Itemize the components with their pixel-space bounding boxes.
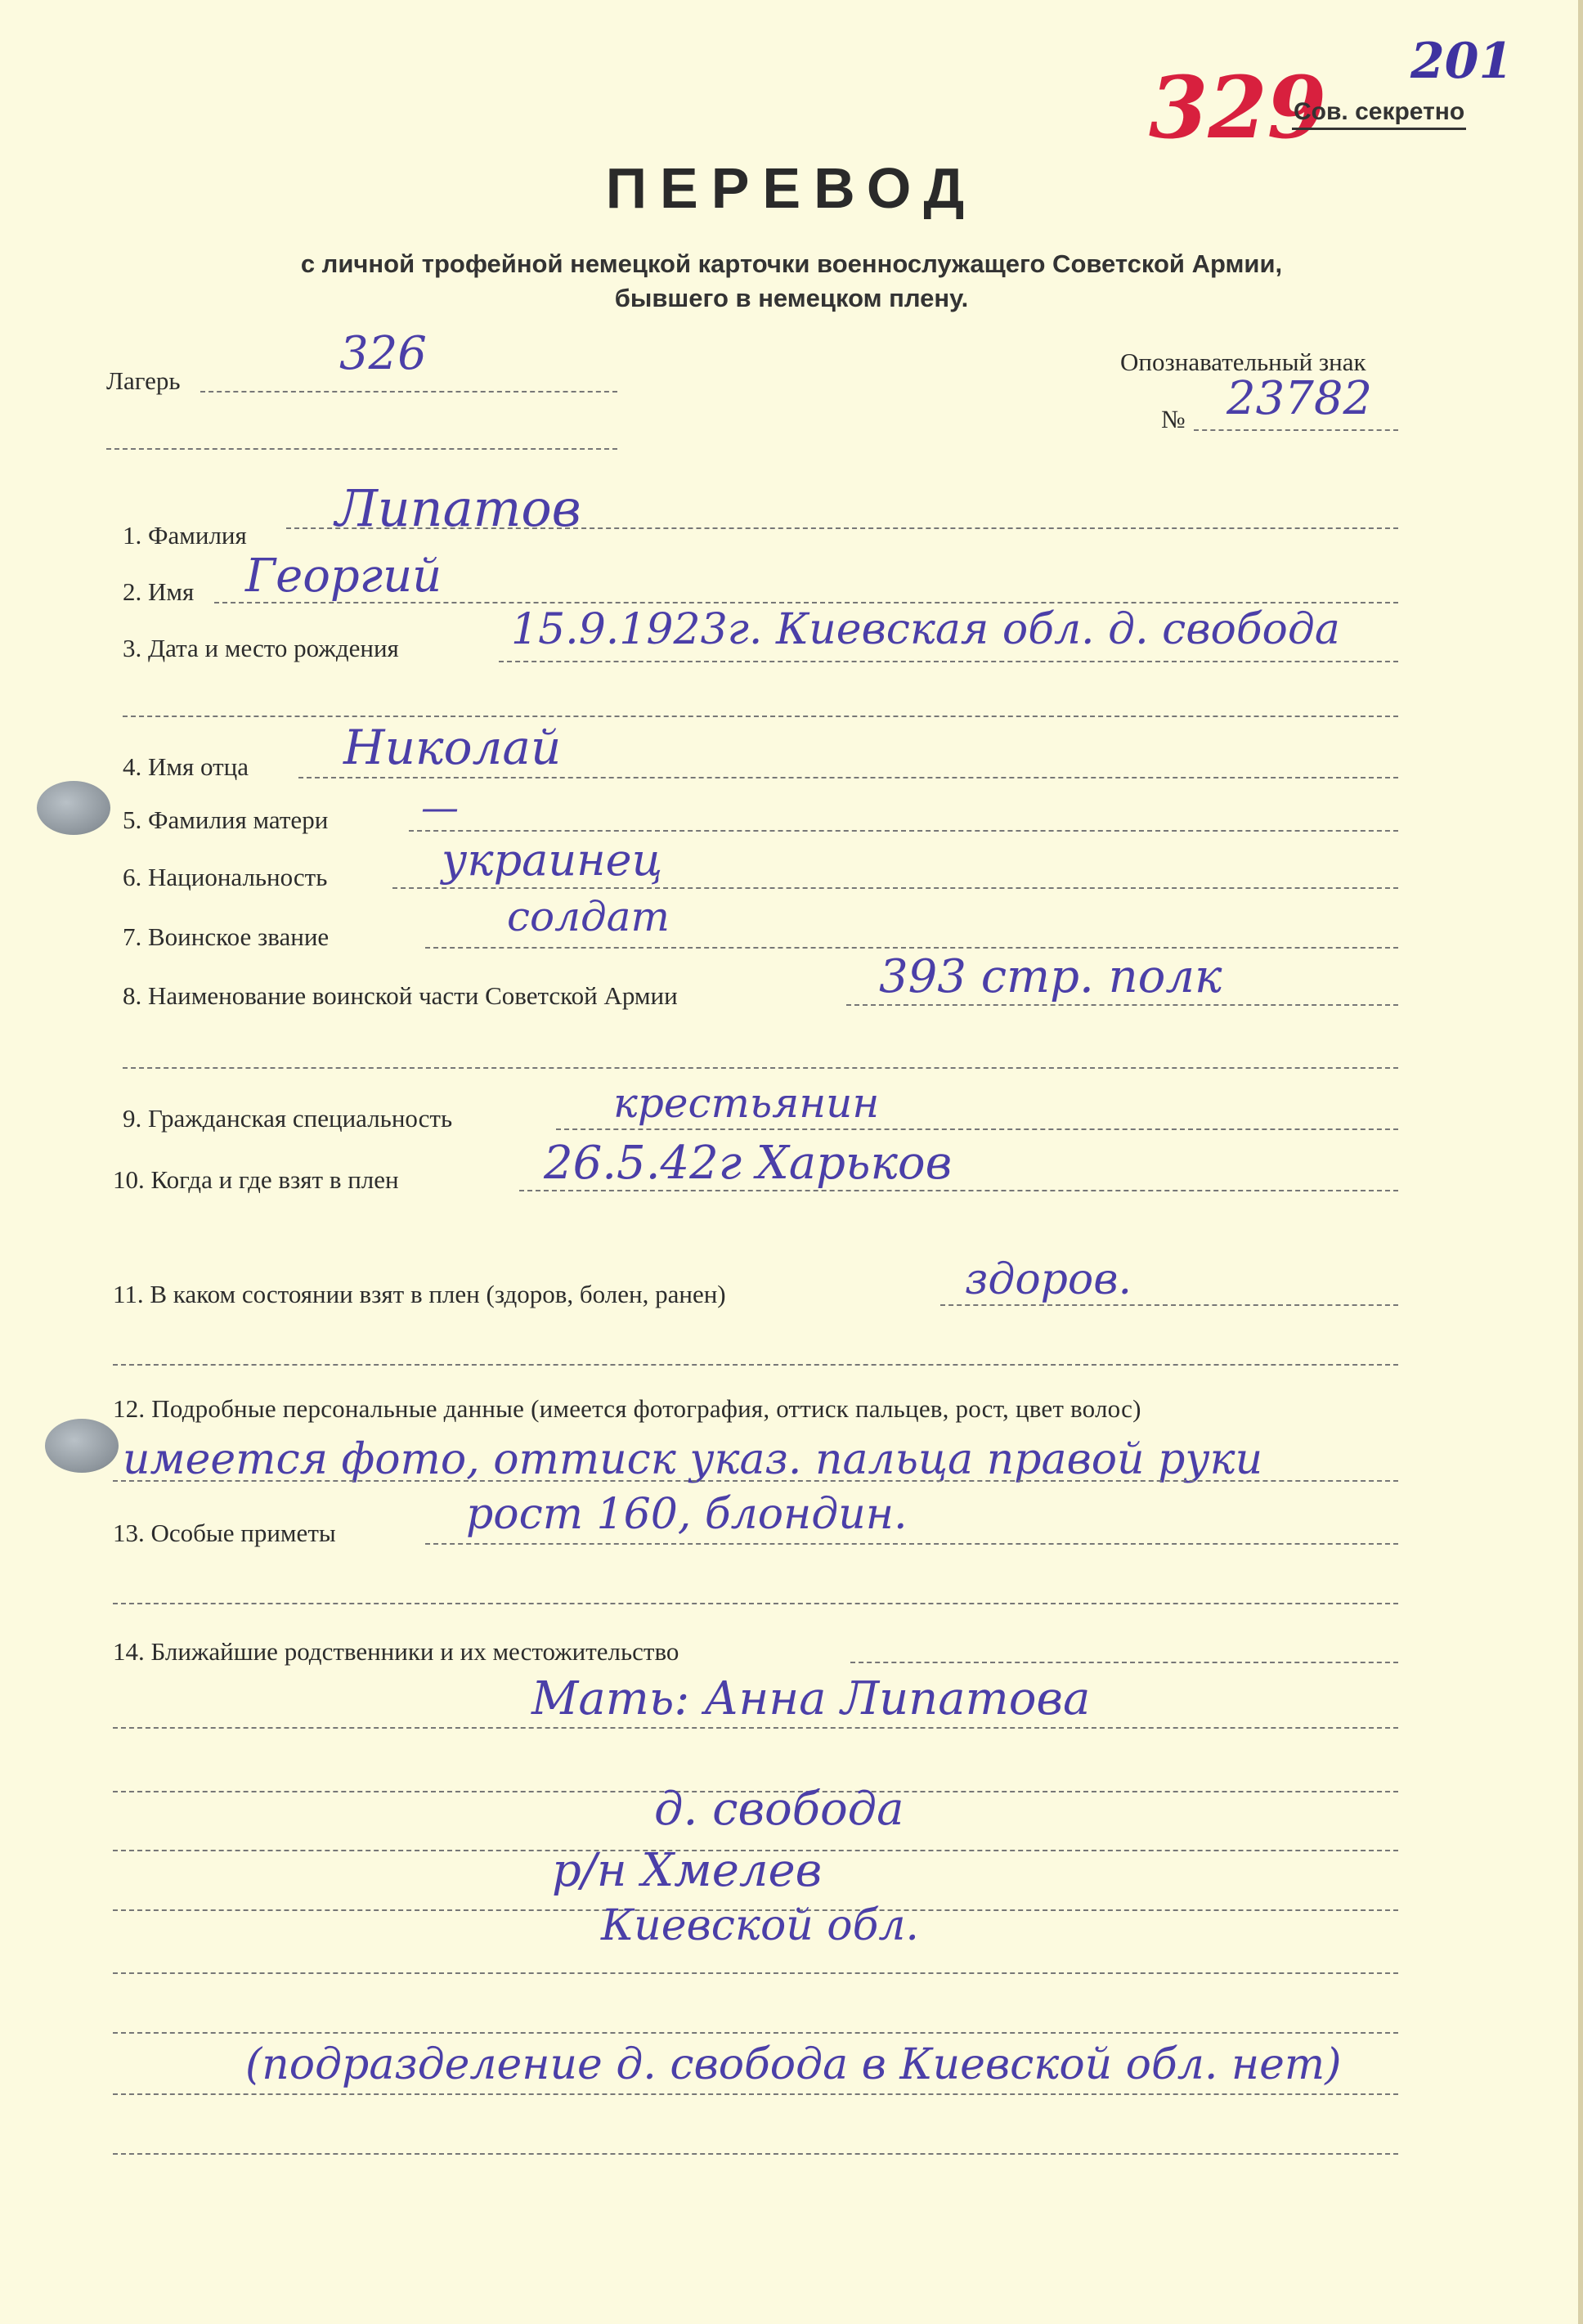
camp-value: 326 [339,327,427,380]
field-9-label: 9. Гражданская специальность [123,1104,453,1133]
field-12-value: имеется фото, оттиск указ. пальца правой руки [123,1435,1263,1484]
field-10-label: 10. Когда и где взят в плен [113,1165,399,1194]
field-6-label: 6. Национальность [123,863,328,891]
relatives-line-4: Киевской обл. [601,1901,919,1950]
camp-label: Лагерь [106,366,181,395]
field-14-label: 14. Ближайшие родственники и их местожительство [113,1637,679,1666]
field-11-value: здоров. [965,1255,1132,1304]
field-7-label: 7. Воинское звание [123,922,330,951]
relatives-note: (подразделение д. свобода в Киевской обл. нет) [245,2040,1342,2089]
field-12-label: 12. Подробные персональные данные (имеется фотография, оттиск пальцев, рост, цвет волос) [113,1394,1141,1423]
subtitle-line-2: бывшего в немецком плену. [614,284,969,312]
secret-label: Сов. секретно [1292,98,1466,130]
field-11-label: 11. В каком состоянии взят в плен (здоров, болен, ранен) [113,1280,726,1308]
relatives-line-2: д. свобода [654,1783,904,1836]
field-4-value: Николай [343,720,562,775]
field-5-label: 5. Фамилия матери [123,805,329,834]
relatives-line-1: Мать: Анна Липатова [531,1672,1091,1725]
field-13-label: 13. Особые приметы [113,1519,336,1547]
field-1-label: 1. Фамилия [123,521,247,550]
page-subtitle [0,247,1583,316]
id-mark-label: Опознавательный знак [1120,348,1366,376]
field-10-value: 26.5.42г Харьков [544,1137,953,1190]
field-3-value: 15.9.1923г. Киевская обл. д. свобода [511,605,1340,654]
field-6-value: украинец [442,834,663,886]
field-13-value: рост 160, блондин. [466,1490,908,1539]
page-title: ПЕРЕВОД [605,156,978,220]
subtitle-line-1: с личной трофейной немецкой карточки военнослужащего Советской Армии, [300,249,1283,278]
punch-hole-bottom [45,1419,119,1473]
id-mark-num-label: № [1161,405,1186,433]
red-number: 329 [1149,57,1327,158]
field-3-label: 3. Дата и место рождения [123,634,399,662]
id-mark-value: 23782 [1226,372,1373,425]
relatives-line-3: р/н Хмелев [552,1844,823,1897]
field-2-label: 2. Имя [123,577,195,606]
field-8-label: 8. Наименование воинской части Советской Армии [123,981,678,1010]
field-4-label: 4. Имя отца [123,752,249,781]
field-8-value: 393 стр. полк [879,950,1222,1003]
field-7-value: солдат [507,893,670,940]
field-2-value: Георгий [245,550,442,603]
field-5-value: — [421,785,459,829]
punch-hole-top [37,781,110,835]
top-number: 201 [1410,33,1513,90]
field-9-value: крестьянин [613,1079,880,1127]
field-1-value: Липатов [335,478,581,538]
